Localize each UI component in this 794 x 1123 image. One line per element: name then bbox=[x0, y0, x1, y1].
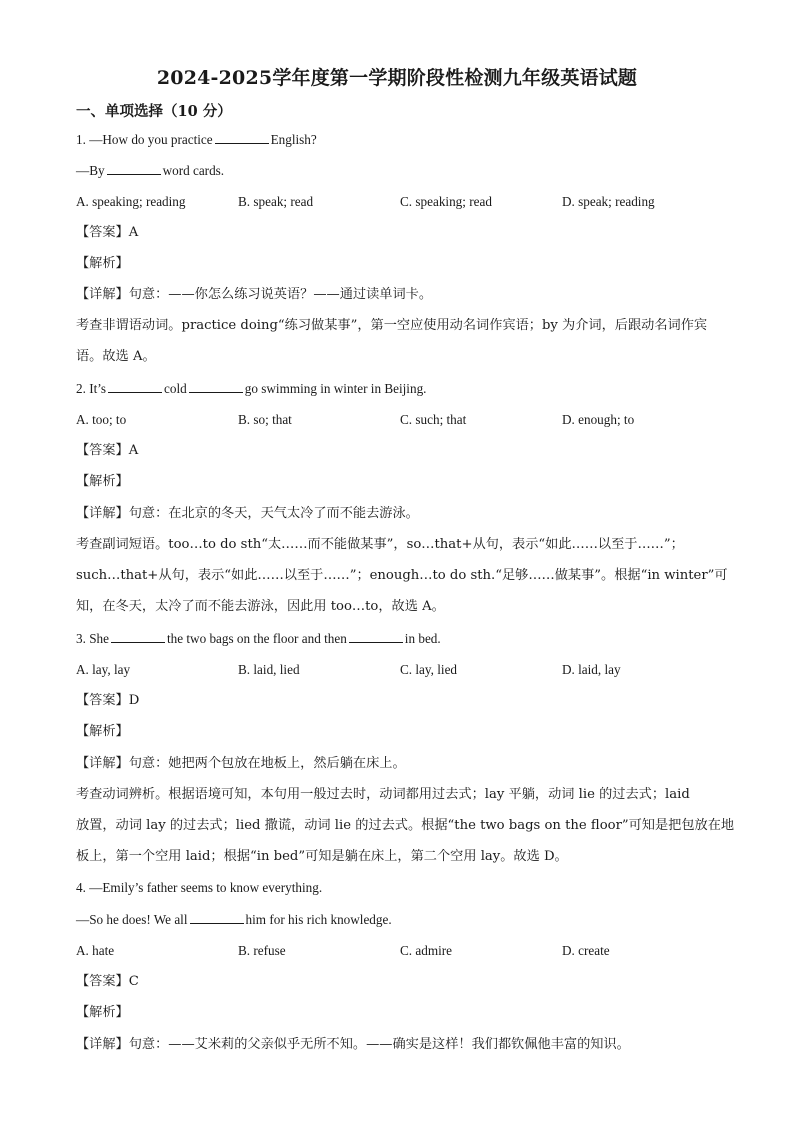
question-4-analysis: 【解析】 bbox=[76, 1005, 129, 1020]
question-4-answer: 【答案】C bbox=[76, 974, 139, 989]
question-1-detail-1: 【详解】句意：——你怎么练习说英语？——通过读单词卡。 bbox=[76, 287, 433, 302]
question-2-detail-4: 知，在冬天，太冷了而不能去游泳，因此用 too…to，故选 A。 bbox=[76, 599, 445, 614]
answer-blank bbox=[107, 162, 161, 175]
question-2-analysis: 【解析】 bbox=[76, 474, 129, 489]
question-2-detail-2: 考查副词短语。too…to do sth“太……而不能做某事”，so…that+从句，表示“如此……以至于……”； bbox=[76, 537, 684, 552]
question-3-detail-1: 【详解】句意：她把两个包放在地板上，然后躺在床上。 bbox=[76, 756, 406, 771]
question-1-stem-2: —By word cards. bbox=[76, 163, 225, 178]
answer-blank bbox=[108, 380, 162, 393]
question-1-stem: 1. —How do you practice English? bbox=[76, 132, 317, 147]
question-3-detail-2: 考查动词辨析。根据语境可知，本句用一般过去时，动词都用过去式；lay 平躺，动词 lie 的过去式；laid bbox=[76, 787, 690, 802]
question-1-option-c: C. speaking; read bbox=[400, 194, 492, 209]
question-1-detail-3: 语。故选 A。 bbox=[76, 349, 156, 364]
question-2-detail-1: 【详解】句意：在北京的冬天，天气太冷了而不能去游泳。 bbox=[76, 506, 419, 521]
question-3-detail-4: 板上，第一个空用 laid；根据“in bed”可知是躺在床上，第二个空用 lay。故选 D。 bbox=[76, 849, 568, 864]
question-1-detail-2: 考查非谓语动词。practice doing“练习做某事”，第一空应使用动名词作宾语；by 为介词，后跟动名词作宾 bbox=[76, 318, 708, 333]
question-4-detail-1: 【详解】句意：——艾米莉的父亲似乎无所不知。——确实是这样！我们都钦佩他丰富的知识。 bbox=[76, 1037, 630, 1052]
question-3-detail-3: 放置，动词 lay 的过去式；lied 撒谎，动词 lie 的过去式。根据“the two bags on the floor”可知是把包放在地 bbox=[76, 818, 735, 833]
question-4-option-a: A. hate bbox=[76, 943, 115, 958]
question-4-option-c: C. admire bbox=[400, 943, 453, 958]
answer-blank bbox=[190, 911, 244, 924]
question-1-answer: 【答案】A bbox=[76, 225, 139, 240]
question-3-answer: 【答案】D bbox=[76, 693, 140, 708]
answer-blank bbox=[189, 380, 243, 393]
answer-blank bbox=[111, 630, 165, 643]
question-3-option-d: D. laid, lay bbox=[562, 662, 621, 677]
question-3-option-c: C. lay, lied bbox=[400, 662, 458, 677]
page-title: 2024-2025学年度第一学期阶段性检测九年级英语试题 bbox=[156, 67, 638, 89]
answer-blank bbox=[349, 630, 403, 643]
question-4-stem: 4. —Emily’s father seems to know everything. bbox=[76, 880, 323, 895]
question-2-detail-3: such…that+从句，表示“如此……以至于……”；enough…to do sth.“足够……做某事”。根据“in winter”可 bbox=[76, 568, 728, 583]
question-3-analysis: 【解析】 bbox=[76, 724, 129, 739]
question-3-option-a: A. lay, lay bbox=[76, 662, 131, 677]
question-1-option-d: D. speak; reading bbox=[562, 194, 655, 209]
question-2-option-b: B. so; that bbox=[238, 412, 292, 427]
question-4-option-b: B. refuse bbox=[238, 943, 286, 958]
question-2-stem: 2. It’s cold go swimming in winter in Beijing. bbox=[76, 381, 427, 396]
question-2-option-d: D. enough; to bbox=[562, 412, 635, 427]
question-3-stem: 3. She the two bags on the floor and then in bed. bbox=[76, 631, 441, 646]
question-2-option-a: A. too; to bbox=[76, 412, 127, 427]
section-heading: 一、单项选择（10 分） bbox=[76, 103, 232, 120]
question-1-analysis: 【解析】 bbox=[76, 256, 129, 271]
question-2-answer: 【答案】A bbox=[76, 443, 139, 458]
answer-blank bbox=[215, 131, 269, 144]
question-4-stem-2: —So he does! We all him for his rich knowledge. bbox=[76, 912, 392, 927]
question-3-option-b: B. laid, lied bbox=[238, 662, 300, 677]
question-4-option-d: D. create bbox=[562, 943, 610, 958]
question-2-option-c: C. such; that bbox=[400, 412, 467, 427]
question-1-option-b: B. speak; read bbox=[238, 194, 314, 209]
question-1-option-a: A. speaking; reading bbox=[76, 194, 186, 209]
